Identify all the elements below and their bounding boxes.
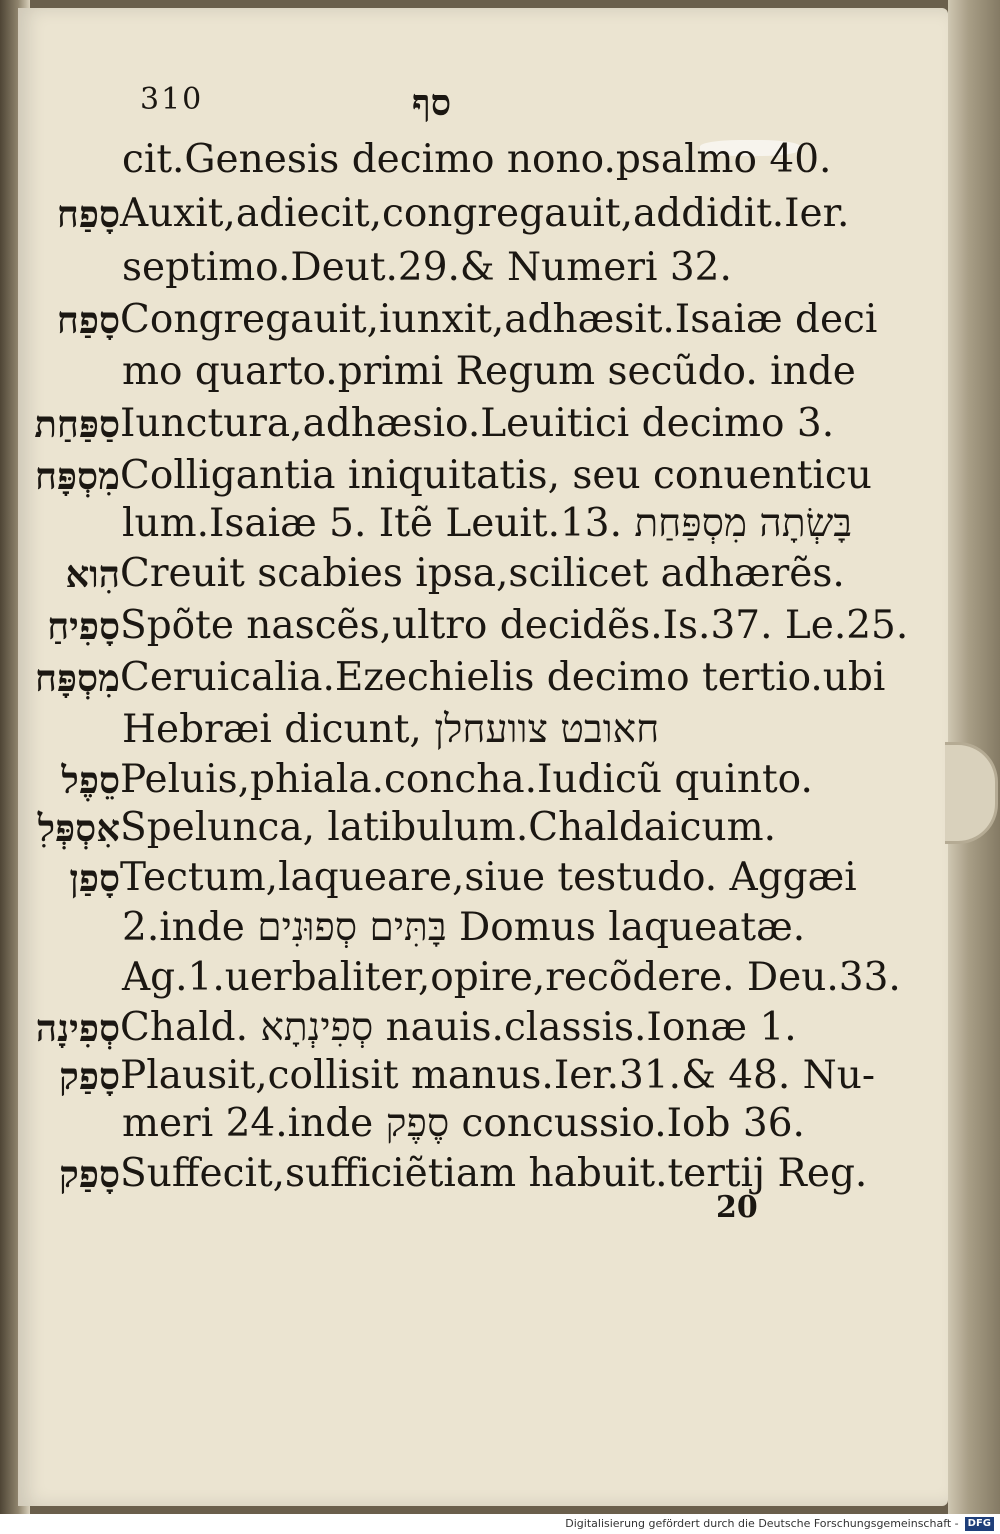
hebrew-headword: סָפַק [59, 1054, 120, 1098]
latin-gloss: 2.inde בָּתִּים סְפוּנִים Domus laqueatæ. [122, 905, 806, 950]
latin-gloss: Creuit scabies ipsa,scilicet adhærẽs. [120, 551, 845, 596]
hebrew-headword: מִסְפָּח [34, 454, 120, 498]
hebrew-headword: מִסְפָּח [34, 656, 120, 700]
entry-line [0, 702, 1000, 758]
dfg-logo: DFG [965, 1517, 994, 1531]
entry-line [0, 344, 1000, 400]
latin-gloss: Auxit,adiecit,congregauit,addidit.Ier. [120, 191, 850, 236]
hebrew-headword: סְפִינָה [35, 1006, 120, 1050]
digitization-footer [0, 1514, 1000, 1534]
hebrew-headword: סָפַח [56, 192, 120, 236]
entry-line [0, 546, 1000, 602]
entry-line [0, 132, 1000, 188]
entry-line [0, 292, 1000, 348]
latin-gloss: Ceruicalia.Ezechielis decimo tertio.ubi [120, 655, 886, 700]
latin-gloss: Iunctura,adhæsio.Leuitici decimo 3. [120, 401, 835, 446]
hebrew-headword: אִסְפְּלִ [37, 806, 120, 850]
entry-line [0, 1096, 1000, 1152]
hebrew-headword: הִוא [65, 552, 120, 596]
hebrew-headword: סָפַח [56, 298, 120, 342]
latin-gloss: meri 24.inde סֶפֶק concussio.Iob 36. [122, 1101, 805, 1146]
latin-gloss: Peluis,phiala.concha.Iudicũ quinto. [120, 757, 813, 802]
entry-line [0, 650, 1000, 706]
hebrew-headword: סָפַק [59, 1152, 120, 1196]
latin-gloss: Tectum,laqueare,siue testudo. Aggæi [120, 855, 857, 900]
page-number: 310 [140, 82, 204, 117]
entry-line [0, 240, 1000, 296]
hebrew-headword: סֵפֶל [61, 758, 120, 802]
latin-gloss: septimo.Deut.29.& Numeri 32. [122, 245, 732, 290]
hebrew-headword: סָפַן [69, 856, 120, 900]
latin-gloss: Spelunca, latibulum.Chaldaicum. [120, 805, 776, 850]
latin-gloss: Chald. סְפִינְתָא nauis.classis.Ionæ 1. [120, 1005, 797, 1050]
latin-gloss: Ag.1.uerbaliter,opire,recõdere. Deu.33. [122, 955, 901, 1000]
entry-line [0, 496, 1000, 552]
entry-line [0, 396, 1000, 452]
latin-gloss: Suffecit,sufficiẽtiam habuit.tertij Reg. [120, 1151, 868, 1196]
entry-line [0, 800, 1000, 856]
entry-line [0, 186, 1000, 242]
entry-line [0, 598, 1000, 654]
latin-gloss: lum.Isaiæ 5. Itẽ Leuit.13. בָּשְׂתָה מִסְפַּחַת [122, 501, 853, 546]
latin-gloss: Congregauit,iunxit,adhæsit.Isaiæ deci [120, 297, 878, 342]
entry-line [0, 900, 1000, 956]
latin-gloss: Plausit,collisit manus.Ier.31.& 48. Nu- [120, 1053, 876, 1098]
latin-gloss: Colligantia iniquitatis, seu conuenticu [120, 453, 872, 498]
latin-gloss: mo quarto.primi Regum secũdo. inde [122, 349, 856, 394]
entry-line [0, 950, 1000, 1006]
footer-credit: Digitalisierung gefördert durch die Deutsche Forschungsgemeinschaft - [565, 1517, 959, 1530]
entry-line [0, 850, 1000, 906]
latin-gloss: Hebræi dicunt, חאובט צוועחלן [122, 707, 660, 752]
latin-gloss: cit.Genesis decimo nono.psalmo 40. [122, 137, 832, 182]
latin-gloss: Spõte nascẽs,ultro decidẽs.Is.37. Le.25. [120, 603, 909, 648]
hebrew-headword: סַפַּחַת [34, 402, 120, 446]
running-head: סף [412, 82, 452, 124]
catchword: 20 [716, 1190, 758, 1225]
entry-line [0, 1146, 1000, 1202]
hebrew-headword: סָפִיחַ [47, 604, 120, 648]
